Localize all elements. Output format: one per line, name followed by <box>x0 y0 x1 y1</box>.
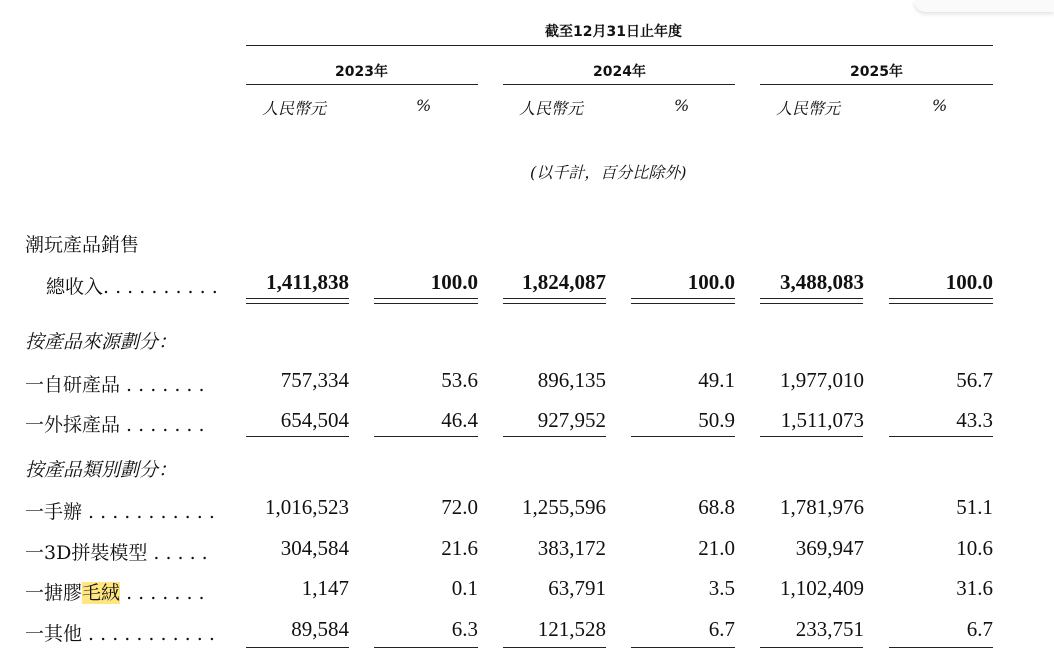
row-label <box>25 578 205 605</box>
subtotal-rule <box>503 647 606 648</box>
unit-rmb-2025: 人民幣元 <box>776 99 841 118</box>
row-label-prefix: 一搪膠 <box>25 582 83 604</box>
subtotal-rule <box>760 436 863 437</box>
subtotal-rule <box>760 647 863 648</box>
total-2024-pct: 100.0 <box>687 270 735 294</box>
total-rule <box>760 303 863 304</box>
cell-value: 1,255,596 <box>522 495 606 519</box>
window-corner <box>914 0 1054 12</box>
cell-value: 1,977,010 <box>780 368 864 392</box>
cell-value: 0.1 <box>451 576 478 600</box>
cell-value: 3.5 <box>708 576 735 600</box>
total-rule <box>503 298 606 299</box>
total-rule <box>631 298 735 299</box>
cell-value: 757,334 <box>280 368 349 392</box>
total-2025-amount: 3,488,083 <box>780 270 864 294</box>
cell-value: 31.6 <box>956 576 993 600</box>
row-label: 一3D拼裝模型 . . . . . <box>25 542 208 564</box>
cell-value: 1,102,409 <box>780 576 864 600</box>
row-label: 一自研產品 . . . . . . . <box>25 374 205 396</box>
highlighted-text: 毛絨 <box>82 582 121 604</box>
total-rule <box>246 298 349 299</box>
cell-value: 121,528 <box>537 617 606 641</box>
cell-value: 21.0 <box>698 536 735 560</box>
subtotal-rule <box>889 436 993 437</box>
cell-value: 68.8 <box>698 495 735 519</box>
cell-value: 304,584 <box>280 536 349 560</box>
total-label: 總收入. . . . . . . . . . <box>46 276 218 298</box>
year-rule-2024 <box>503 84 735 85</box>
subtotal-rule <box>889 647 993 648</box>
row-label-dots: . . . . . . . <box>120 582 205 604</box>
total-rule <box>631 303 735 304</box>
subtotal-rule <box>631 647 735 648</box>
cell-value: 1,016,523 <box>265 495 349 519</box>
unit-rmb-2023: 人民幣元 <box>262 99 327 118</box>
cell-value: 1,781,976 <box>780 495 864 519</box>
cell-value: 1,511,073 <box>780 408 864 432</box>
unit-pct-2024: % <box>674 96 690 115</box>
unit-pct-2023: % <box>416 96 432 115</box>
year-rule-2025 <box>760 84 993 85</box>
total-rule <box>889 303 993 304</box>
total-2025-pct: 100.0 <box>945 270 993 294</box>
cell-value: 72.0 <box>441 495 478 519</box>
cell-value: 49.1 <box>698 368 735 392</box>
period-heading: 截至12月31日止年度 <box>545 24 682 40</box>
cell-value: 927,952 <box>537 408 606 432</box>
unit-rmb-2024: 人民幣元 <box>519 99 584 118</box>
cell-value: 10.6 <box>956 536 993 560</box>
group-category-title: 按產品類別劃分： <box>25 459 178 481</box>
total-rule <box>760 298 863 299</box>
cell-value: 369,947 <box>795 536 864 560</box>
cell-value: 383,172 <box>537 536 606 560</box>
total-2023-pct: 100.0 <box>430 270 478 294</box>
row-label: 一外採產品 . . . . . . . <box>25 414 205 436</box>
year-2023: 2023年 <box>335 64 388 80</box>
subtotal-rule <box>374 647 478 648</box>
year-2025: 2025年 <box>850 64 903 80</box>
group-source-title: 按產品來源劃分： <box>25 331 178 353</box>
subtotal-rule <box>246 436 349 437</box>
year-rule-2023 <box>246 84 478 85</box>
header-rule <box>246 45 993 46</box>
units-note: (以千計，百分比除外) <box>530 163 687 182</box>
subtotal-rule <box>631 436 735 437</box>
cell-value: 1,147 <box>301 576 349 600</box>
cell-value: 21.6 <box>441 536 478 560</box>
section-title: 潮玩產品銷售 <box>25 234 140 256</box>
cell-value: 50.9 <box>698 408 735 432</box>
cell-value: 63,791 <box>548 576 606 600</box>
year-2024: 2024年 <box>593 64 646 80</box>
row-label: 一手辦 . . . . . . . . . . . <box>25 501 215 523</box>
total-rule <box>889 298 993 299</box>
unit-pct-2025: % <box>932 96 948 115</box>
subtotal-rule <box>503 436 606 437</box>
total-rule <box>374 303 478 304</box>
cell-value: 46.4 <box>441 408 478 432</box>
cell-value: 6.7 <box>708 617 735 641</box>
cell-value: 233,751 <box>795 617 864 641</box>
subtotal-rule <box>374 436 478 437</box>
cell-value: 6.3 <box>451 617 478 641</box>
cell-value: 51.1 <box>956 495 993 519</box>
cell-value: 654,504 <box>280 408 349 432</box>
cell-value: 43.3 <box>956 408 993 432</box>
cell-value: 56.7 <box>956 368 993 392</box>
total-rule <box>374 298 478 299</box>
subtotal-rule <box>246 647 349 648</box>
cell-value: 896,135 <box>537 368 606 392</box>
cell-value: 53.6 <box>441 368 478 392</box>
row-label: 一其他 . . . . . . . . . . . <box>25 623 215 645</box>
cell-value: 89,584 <box>291 617 349 641</box>
total-rule <box>503 303 606 304</box>
total-2024-amount: 1,824,087 <box>522 270 606 294</box>
total-2023-amount: 1,411,838 <box>266 270 349 294</box>
cell-value: 6.7 <box>966 617 993 641</box>
total-rule <box>246 303 349 304</box>
